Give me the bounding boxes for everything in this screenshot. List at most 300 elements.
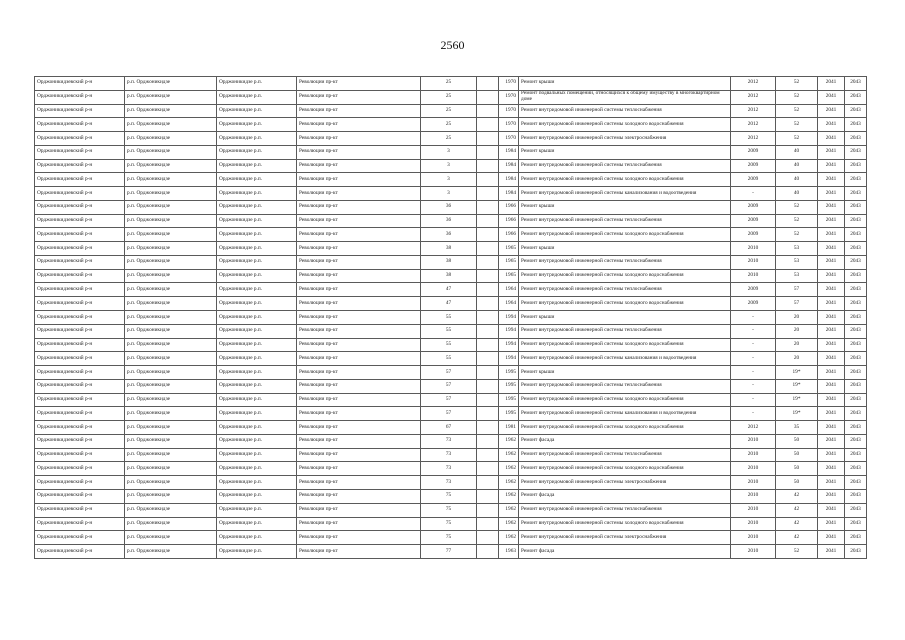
table-row <box>35 214 867 228</box>
table-row <box>35 393 867 407</box>
plan-start-year-cell: 2041 <box>818 297 845 311</box>
plan-end-year-cell: 2043 <box>845 200 867 214</box>
settlement-cell: р.п. Орджоникидзе <box>125 118 217 132</box>
house-number-cell: 47 <box>421 297 477 311</box>
year-built-cell: 1984 <box>499 173 519 187</box>
building-cell <box>477 104 499 118</box>
house-number-cell: 73 <box>421 434 477 448</box>
street-cell: Революции пр-кт <box>297 269 421 283</box>
work-type-cell: Ремонт подвальных помещений, относящихся к общему имуществу в многоквартирном доме <box>519 90 731 104</box>
wear-percent-cell: 52 <box>776 214 818 228</box>
wear-percent-cell: 57 <box>776 297 818 311</box>
house-number-cell: 38 <box>421 255 477 269</box>
settlement-cell: р.п. Орджоникидзе <box>125 132 217 146</box>
work-type-cell: Ремонт внутридомовой инженерной системы холодного водоснабжения <box>519 297 731 311</box>
wear-percent-cell: 50 <box>776 448 818 462</box>
table-row <box>35 366 867 380</box>
plan-start-year-cell: 2041 <box>818 187 845 201</box>
house-number-cell: 25 <box>421 104 477 118</box>
table-row <box>35 132 867 146</box>
year-built-cell: 1964 <box>499 297 519 311</box>
locality-cell: Орджоникидзе р.п. <box>217 228 297 242</box>
street-cell: Революции пр-кт <box>297 489 421 503</box>
year-built-cell: 1966 <box>499 214 519 228</box>
street-cell: Революции пр-кт <box>297 366 421 380</box>
settlement-cell: р.п. Орджоникидзе <box>125 145 217 159</box>
settlement-cell: р.п. Орджоникидзе <box>125 517 217 531</box>
building-cell <box>477 77 499 91</box>
last-repair-year-cell: 2010 <box>731 545 776 559</box>
work-type-cell: Ремонт внутридомовой инженерной системы электроснабжения <box>519 476 731 490</box>
year-built-cell: 1970 <box>499 118 519 132</box>
street-cell: Революции пр-кт <box>297 379 421 393</box>
settlement-cell: р.п. Орджоникидзе <box>125 338 217 352</box>
table-row <box>35 407 867 421</box>
street-cell: Революции пр-кт <box>297 283 421 297</box>
plan-end-year-cell: 2043 <box>845 173 867 187</box>
last-repair-year-cell: 2010 <box>731 531 776 545</box>
table-row <box>35 448 867 462</box>
street-cell: Революции пр-кт <box>297 187 421 201</box>
year-built-cell: 1966 <box>499 228 519 242</box>
wear-percent-cell: 42 <box>776 503 818 517</box>
district-cell: Орджоникидзевский р-н <box>35 283 125 297</box>
locality-cell: Орджоникидзе р.п. <box>217 77 297 91</box>
district-cell: Орджоникидзевский р-н <box>35 269 125 283</box>
house-number-cell: 36 <box>421 228 477 242</box>
work-type-cell: Ремонт крыши <box>519 242 731 256</box>
plan-end-year-cell: 2043 <box>845 228 867 242</box>
year-built-cell: 1964 <box>499 283 519 297</box>
year-built-cell: 1966 <box>499 200 519 214</box>
locality-cell: Орджоникидзе р.п. <box>217 545 297 559</box>
plan-start-year-cell: 2041 <box>818 324 845 338</box>
work-type-cell: Ремонт внутридомовой инженерной системы холодного водоснабжения <box>519 462 731 476</box>
year-built-cell: 1962 <box>499 448 519 462</box>
street-cell: Революции пр-кт <box>297 118 421 132</box>
street-cell: Революции пр-кт <box>297 228 421 242</box>
building-cell <box>477 159 499 173</box>
last-repair-year-cell: 2010 <box>731 434 776 448</box>
work-type-cell: Ремонт внутридомовой инженерной системы теплоснабжения <box>519 379 731 393</box>
last-repair-year-cell: 2012 <box>731 132 776 146</box>
year-built-cell: 1994 <box>499 352 519 366</box>
house-number-cell: 75 <box>421 531 477 545</box>
year-built-cell: 1994 <box>499 324 519 338</box>
wear-percent-cell: 35 <box>776 421 818 435</box>
last-repair-year-cell: 2009 <box>731 297 776 311</box>
year-built-cell: 1962 <box>499 462 519 476</box>
settlement-cell: р.п. Орджоникидзе <box>125 379 217 393</box>
plan-start-year-cell: 2041 <box>818 159 845 173</box>
plan-start-year-cell: 2041 <box>818 421 845 435</box>
settlement-cell: р.п. Орджоникидзе <box>125 297 217 311</box>
locality-cell: Орджоникидзе р.п. <box>217 352 297 366</box>
building-cell <box>477 352 499 366</box>
street-cell: Революции пр-кт <box>297 517 421 531</box>
wear-percent-cell: 20 <box>776 352 818 366</box>
street-cell: Революции пр-кт <box>297 200 421 214</box>
building-cell <box>477 297 499 311</box>
plan-end-year-cell: 2043 <box>845 77 867 91</box>
work-type-cell: Ремонт внутридомовой инженерной системы холодного водоснабжения <box>519 173 731 187</box>
locality-cell: Орджоникидзе р.п. <box>217 531 297 545</box>
plan-start-year-cell: 2041 <box>818 173 845 187</box>
wear-percent-cell: 52 <box>776 118 818 132</box>
street-cell: Революции пр-кт <box>297 145 421 159</box>
year-built-cell: 1962 <box>499 531 519 545</box>
settlement-cell: р.п. Орджоникидзе <box>125 214 217 228</box>
year-built-cell: 1962 <box>499 476 519 490</box>
page-number: 2560 <box>440 38 465 52</box>
house-number-cell: 25 <box>421 132 477 146</box>
plan-end-year-cell: 2043 <box>845 407 867 421</box>
plan-end-year-cell: 2043 <box>845 145 867 159</box>
district-cell: Орджоникидзевский р-н <box>35 228 125 242</box>
table-row <box>35 228 867 242</box>
last-repair-year-cell: - <box>731 187 776 201</box>
building-cell <box>477 228 499 242</box>
plan-end-year-cell: 2043 <box>845 476 867 490</box>
work-type-cell: Ремонт внутридомовой инженерной системы электроснабжения <box>519 531 731 545</box>
plan-start-year-cell: 2041 <box>818 489 845 503</box>
plan-end-year-cell: 2043 <box>845 338 867 352</box>
wear-percent-cell: 42 <box>776 531 818 545</box>
plan-end-year-cell: 2043 <box>845 255 867 269</box>
street-cell: Революции пр-кт <box>297 476 421 490</box>
last-repair-year-cell: - <box>731 379 776 393</box>
district-cell: Орджоникидзевский р-н <box>35 173 125 187</box>
locality-cell: Орджоникидзе р.п. <box>217 104 297 118</box>
settlement-cell: р.п. Орджоникидзе <box>125 283 217 297</box>
last-repair-year-cell: 2010 <box>731 462 776 476</box>
year-built-cell: 1970 <box>499 77 519 91</box>
wear-percent-cell: 40 <box>776 187 818 201</box>
year-built-cell: 1984 <box>499 145 519 159</box>
settlement-cell: р.п. Орджоникидзе <box>125 503 217 517</box>
house-number-cell: 25 <box>421 90 477 104</box>
building-cell <box>477 132 499 146</box>
wear-percent-cell: 19* <box>776 393 818 407</box>
locality-cell: Орджоникидзе р.п. <box>217 145 297 159</box>
plan-end-year-cell: 2043 <box>845 269 867 283</box>
plan-start-year-cell: 2041 <box>818 200 845 214</box>
district-cell: Орджоникидзевский р-н <box>35 448 125 462</box>
district-cell: Орджоникидзевский р-н <box>35 255 125 269</box>
year-built-cell: 1994 <box>499 338 519 352</box>
street-cell: Революции пр-кт <box>297 242 421 256</box>
work-type-cell: Ремонт внутридомовой инженерной системы канализования и водоотведения <box>519 407 731 421</box>
wear-percent-cell: 50 <box>776 434 818 448</box>
settlement-cell: р.п. Орджоникидзе <box>125 352 217 366</box>
plan-end-year-cell: 2043 <box>845 393 867 407</box>
work-type-cell: Ремонт внутридомовой инженерной системы теплоснабжения <box>519 255 731 269</box>
street-cell: Революции пр-кт <box>297 407 421 421</box>
locality-cell: Орджоникидзе р.п. <box>217 242 297 256</box>
building-cell <box>477 531 499 545</box>
year-built-cell: 1995 <box>499 407 519 421</box>
district-cell: Орджоникидзевский р-н <box>35 77 125 91</box>
building-cell <box>477 448 499 462</box>
last-repair-year-cell: - <box>731 311 776 325</box>
locality-cell: Орджоникидзе р.п. <box>217 173 297 187</box>
work-type-cell: Ремонт крыши <box>519 311 731 325</box>
last-repair-year-cell: - <box>731 324 776 338</box>
plan-start-year-cell: 2041 <box>818 255 845 269</box>
street-cell: Революции пр-кт <box>297 462 421 476</box>
plan-end-year-cell: 2043 <box>845 242 867 256</box>
last-repair-year-cell: 2009 <box>731 283 776 297</box>
settlement-cell: р.п. Орджоникидзе <box>125 434 217 448</box>
house-number-cell: 3 <box>421 159 477 173</box>
work-type-cell: Ремонт фасада <box>519 434 731 448</box>
district-cell: Орджоникидзевский р-н <box>35 476 125 490</box>
table-row <box>35 159 867 173</box>
work-type-cell: Ремонт внутридомовой инженерной системы холодного водоснабжения <box>519 269 731 283</box>
last-repair-year-cell: 2010 <box>731 255 776 269</box>
table-row <box>35 531 867 545</box>
house-number-cell: 55 <box>421 324 477 338</box>
house-number-cell: 55 <box>421 311 477 325</box>
locality-cell: Орджоникидзе р.п. <box>217 379 297 393</box>
locality-cell: Орджоникидзе р.п. <box>217 159 297 173</box>
year-built-cell: 1970 <box>499 90 519 104</box>
plan-start-year-cell: 2041 <box>818 283 845 297</box>
settlement-cell: р.п. Орджоникидзе <box>125 159 217 173</box>
building-cell <box>477 517 499 531</box>
street-cell: Революции пр-кт <box>297 132 421 146</box>
building-cell <box>477 421 499 435</box>
district-cell: Орджоникидзевский р-н <box>35 531 125 545</box>
settlement-cell: р.п. Орджоникидзе <box>125 393 217 407</box>
locality-cell: Орджоникидзе р.п. <box>217 434 297 448</box>
plan-end-year-cell: 2043 <box>845 324 867 338</box>
wear-percent-cell: 52 <box>776 90 818 104</box>
work-type-cell: Ремонт внутридомовой инженерной системы холодного водоснабжения <box>519 228 731 242</box>
house-number-cell: 77 <box>421 545 477 559</box>
settlement-cell: р.п. Орджоникидзе <box>125 476 217 490</box>
plan-start-year-cell: 2041 <box>818 352 845 366</box>
year-built-cell: 1981 <box>499 421 519 435</box>
building-cell <box>477 489 499 503</box>
locality-cell: Орджоникидзе р.п. <box>217 255 297 269</box>
wear-percent-cell: 20 <box>776 311 818 325</box>
building-cell <box>477 407 499 421</box>
district-cell: Орджоникидзевский р-н <box>35 297 125 311</box>
wear-percent-cell: 52 <box>776 200 818 214</box>
locality-cell: Орджоникидзе р.п. <box>217 366 297 380</box>
settlement-cell: р.п. Орджоникидзе <box>125 462 217 476</box>
last-repair-year-cell: 2009 <box>731 228 776 242</box>
year-built-cell: 1962 <box>499 489 519 503</box>
plan-end-year-cell: 2043 <box>845 517 867 531</box>
wear-percent-cell: 20 <box>776 324 818 338</box>
house-number-cell: 73 <box>421 462 477 476</box>
last-repair-year-cell: - <box>731 352 776 366</box>
street-cell: Революции пр-кт <box>297 255 421 269</box>
plan-start-year-cell: 2041 <box>818 531 845 545</box>
work-type-cell: Ремонт внутридомовой инженерной системы холодного водоснабжения <box>519 338 731 352</box>
wear-percent-cell: 53 <box>776 255 818 269</box>
locality-cell: Орджоникидзе р.п. <box>217 517 297 531</box>
street-cell: Революции пр-кт <box>297 104 421 118</box>
last-repair-year-cell: 2012 <box>731 77 776 91</box>
wear-percent-cell: 52 <box>776 132 818 146</box>
building-cell <box>477 393 499 407</box>
house-number-cell: 25 <box>421 77 477 91</box>
district-cell: Орджоникидзевский р-н <box>35 517 125 531</box>
plan-end-year-cell: 2043 <box>845 489 867 503</box>
building-cell <box>477 324 499 338</box>
year-built-cell: 1965 <box>499 269 519 283</box>
plan-end-year-cell: 2043 <box>845 352 867 366</box>
year-built-cell: 1965 <box>499 255 519 269</box>
building-cell <box>477 187 499 201</box>
locality-cell: Орджоникидзе р.п. <box>217 421 297 435</box>
year-built-cell: 1963 <box>499 545 519 559</box>
work-type-cell: Ремонт крыши <box>519 366 731 380</box>
wear-percent-cell: 19* <box>776 366 818 380</box>
plan-start-year-cell: 2041 <box>818 407 845 421</box>
plan-end-year-cell: 2043 <box>845 90 867 104</box>
capital-repair-table <box>34 76 867 559</box>
work-type-cell: Ремонт внутридомовой инженерной системы холодного водоснабжения <box>519 421 731 435</box>
house-number-cell: 25 <box>421 118 477 132</box>
building-cell <box>477 545 499 559</box>
work-type-cell: Ремонт внутридомовой инженерной системы канализования и водоотведения <box>519 352 731 366</box>
wear-percent-cell: 53 <box>776 242 818 256</box>
plan-start-year-cell: 2041 <box>818 242 845 256</box>
building-cell <box>477 242 499 256</box>
building-cell <box>477 503 499 517</box>
plan-end-year-cell: 2043 <box>845 379 867 393</box>
house-number-cell: 3 <box>421 145 477 159</box>
locality-cell: Орджоникидзе р.п. <box>217 338 297 352</box>
last-repair-year-cell: 2010 <box>731 448 776 462</box>
building-cell <box>477 118 499 132</box>
locality-cell: Орджоникидзе р.п. <box>217 393 297 407</box>
table-row <box>35 476 867 490</box>
plan-start-year-cell: 2041 <box>818 434 845 448</box>
wear-percent-cell: 19* <box>776 379 818 393</box>
district-cell: Орджоникидзевский р-н <box>35 393 125 407</box>
work-type-cell: Ремонт крыши <box>519 200 731 214</box>
district-cell: Орджоникидзевский р-н <box>35 200 125 214</box>
table-row <box>35 242 867 256</box>
work-type-cell: Ремонт внутридомовой инженерной системы канализования и водоотведения <box>519 187 731 201</box>
table-row <box>35 489 867 503</box>
house-number-cell: 75 <box>421 517 477 531</box>
district-cell: Орджоникидзевский р-н <box>35 407 125 421</box>
year-built-cell: 1962 <box>499 434 519 448</box>
house-number-cell: 47 <box>421 283 477 297</box>
district-cell: Орджоникидзевский р-н <box>35 118 125 132</box>
table-body <box>35 77 867 559</box>
table-row <box>35 434 867 448</box>
table-row <box>35 324 867 338</box>
year-built-cell: 1995 <box>499 379 519 393</box>
plan-start-year-cell: 2041 <box>818 132 845 146</box>
work-type-cell: Ремонт крыши <box>519 77 731 91</box>
settlement-cell: р.п. Орджоникидзе <box>125 489 217 503</box>
plan-start-year-cell: 2041 <box>818 338 845 352</box>
building-cell <box>477 90 499 104</box>
wear-percent-cell: 52 <box>776 545 818 559</box>
work-type-cell: Ремонт фасада <box>519 545 731 559</box>
street-cell: Революции пр-кт <box>297 214 421 228</box>
plan-end-year-cell: 2043 <box>845 545 867 559</box>
work-type-cell: Ремонт фасада <box>519 489 731 503</box>
plan-end-year-cell: 2043 <box>845 311 867 325</box>
plan-end-year-cell: 2043 <box>845 104 867 118</box>
work-type-cell: Ремонт внутридомовой инженерной системы теплоснабжения <box>519 448 731 462</box>
street-cell: Революции пр-кт <box>297 352 421 366</box>
street-cell: Революции пр-кт <box>297 77 421 91</box>
plan-end-year-cell: 2043 <box>845 214 867 228</box>
year-built-cell: 1962 <box>499 517 519 531</box>
table-row <box>35 118 867 132</box>
table-row <box>35 200 867 214</box>
locality-cell: Орджоникидзе р.п. <box>217 90 297 104</box>
table-row <box>35 517 867 531</box>
house-number-cell: 55 <box>421 338 477 352</box>
house-number-cell: 75 <box>421 489 477 503</box>
settlement-cell: р.п. Орджоникидзе <box>125 90 217 104</box>
last-repair-year-cell: 2009 <box>731 173 776 187</box>
locality-cell: Орджоникидзе р.п. <box>217 187 297 201</box>
plan-start-year-cell: 2041 <box>818 517 845 531</box>
house-number-cell: 38 <box>421 269 477 283</box>
house-number-cell: 57 <box>421 366 477 380</box>
district-cell: Орджоникидзевский р-н <box>35 366 125 380</box>
year-built-cell: 1970 <box>499 132 519 146</box>
house-number-cell: 3 <box>421 187 477 201</box>
settlement-cell: р.п. Орджоникидзе <box>125 311 217 325</box>
wear-percent-cell: 20 <box>776 338 818 352</box>
wear-percent-cell: 19* <box>776 407 818 421</box>
street-cell: Революции пр-кт <box>297 324 421 338</box>
building-cell <box>477 434 499 448</box>
settlement-cell: р.п. Орджоникидзе <box>125 228 217 242</box>
wear-percent-cell: 42 <box>776 517 818 531</box>
work-type-cell: Ремонт внутридомовой инженерной системы холодного водоснабжения <box>519 517 731 531</box>
plan-start-year-cell: 2041 <box>818 118 845 132</box>
plan-end-year-cell: 2043 <box>845 434 867 448</box>
building-cell <box>477 200 499 214</box>
plan-end-year-cell: 2043 <box>845 531 867 545</box>
house-number-cell: 73 <box>421 448 477 462</box>
work-type-cell: Ремонт внутридомовой инженерной системы холодного водоснабжения <box>519 393 731 407</box>
year-built-cell: 1962 <box>499 503 519 517</box>
last-repair-year-cell: 2010 <box>731 269 776 283</box>
plan-end-year-cell: 2043 <box>845 503 867 517</box>
district-cell: Орджоникидзевский р-н <box>35 311 125 325</box>
year-built-cell: 1994 <box>499 311 519 325</box>
wear-percent-cell: 52 <box>776 104 818 118</box>
last-repair-year-cell: 2012 <box>731 421 776 435</box>
last-repair-year-cell: 2009 <box>731 200 776 214</box>
settlement-cell: р.п. Орджоникидзе <box>125 187 217 201</box>
table-row <box>35 503 867 517</box>
plan-end-year-cell: 2043 <box>845 421 867 435</box>
building-cell <box>477 476 499 490</box>
last-repair-year-cell: 2009 <box>731 145 776 159</box>
street-cell: Революции пр-кт <box>297 448 421 462</box>
table-row <box>35 379 867 393</box>
table-row <box>35 283 867 297</box>
plan-start-year-cell: 2041 <box>818 90 845 104</box>
district-cell: Орджоникидзевский р-н <box>35 545 125 559</box>
